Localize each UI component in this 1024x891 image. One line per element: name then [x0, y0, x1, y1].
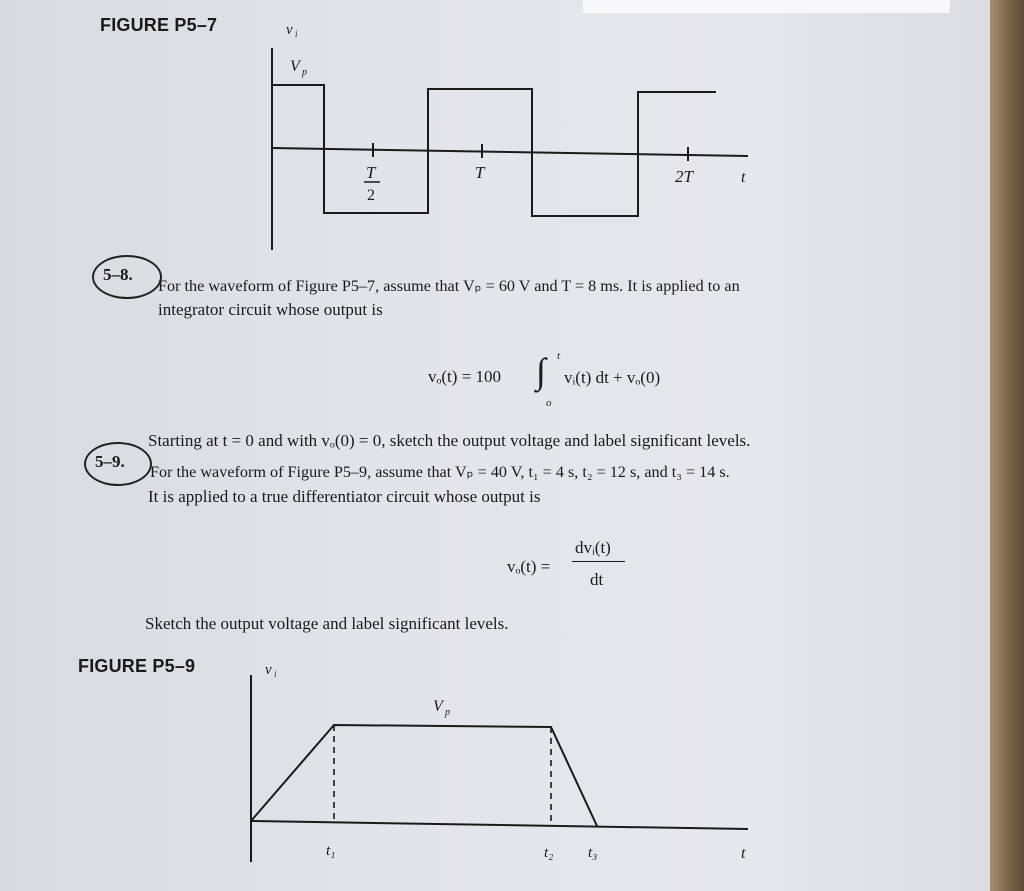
problem-5-8-text-line3: Starting at t = 0 and with vₒ(0) = 0, sketch the output voltage and label significant levels. [148, 431, 751, 450]
fig7-ylabel: v [286, 22, 293, 38]
problem-5-8-number: 5–8. [103, 265, 133, 284]
integral-sign: ∫ [536, 351, 546, 391]
problem-5-8-text-line1: For the waveform of Figure P5–7, assume that Vₚ = 60 V and T = 8 ms. It is applied to an [158, 277, 740, 295]
integral-upper-limit: t [557, 350, 561, 362]
figure-p5-9-label: FIGURE P5–9 [78, 656, 196, 676]
fig7-half-num: T [366, 163, 376, 182]
fig9-trapezoid-wave [251, 725, 597, 826]
integral-eq-left: vₒ(t) = 100 [428, 367, 502, 386]
fig7-amp-sub: p [302, 67, 307, 78]
figure-p5-7-label: FIGURE P5–7 [100, 15, 218, 35]
fig9-ylabel: v [265, 662, 272, 678]
integral-lower-limit: o [546, 397, 552, 409]
fig9-amp-label: V [433, 698, 443, 715]
derivative-denominator: dt [590, 570, 604, 589]
fig7-half-den: 2 [367, 187, 375, 204]
problem-5-9-text-line3: Sketch the output voltage and label significant levels. [145, 614, 509, 633]
problem-5-8-text-line2: integrator circuit whose output is [158, 300, 383, 319]
fig7-tick-T-label: T [475, 163, 485, 182]
derivative-numerator: dvᵢ(t) [575, 538, 611, 557]
fig9-xlabel: t [741, 845, 746, 862]
problem-5-9-text-line1: For the waveform of Figure P5–9, assume that Vₚ = 40 V, t₁ = 4 s, t₂ = 12 s, and t₃ = 14 s. [150, 463, 730, 481]
fig9-t2-label: t₂ [544, 845, 554, 861]
derivative-eq-left: vₒ(t) = [507, 557, 551, 576]
fig9-ylabel-sub: i [274, 669, 277, 679]
fig7-xlabel: t [741, 169, 746, 186]
fig9-t3-label: t₃ [588, 845, 598, 861]
problem-5-9-text-line2: It is applied to a true differentiator circuit whose output is [148, 487, 541, 506]
problem-5-9-number: 5–9. [95, 452, 125, 471]
fig9-amp-sub: p [445, 707, 450, 718]
fig7-amp-label: V [290, 58, 300, 75]
fig9-x-axis [251, 821, 748, 829]
fig7-tick-2T-label: 2T [675, 167, 693, 186]
integral-eq-right: vᵢ(t) dt + vₒ(0) [564, 368, 661, 387]
fig9-t1-label: t₁ [326, 843, 336, 859]
fig7-ylabel-sub: i [295, 29, 298, 39]
